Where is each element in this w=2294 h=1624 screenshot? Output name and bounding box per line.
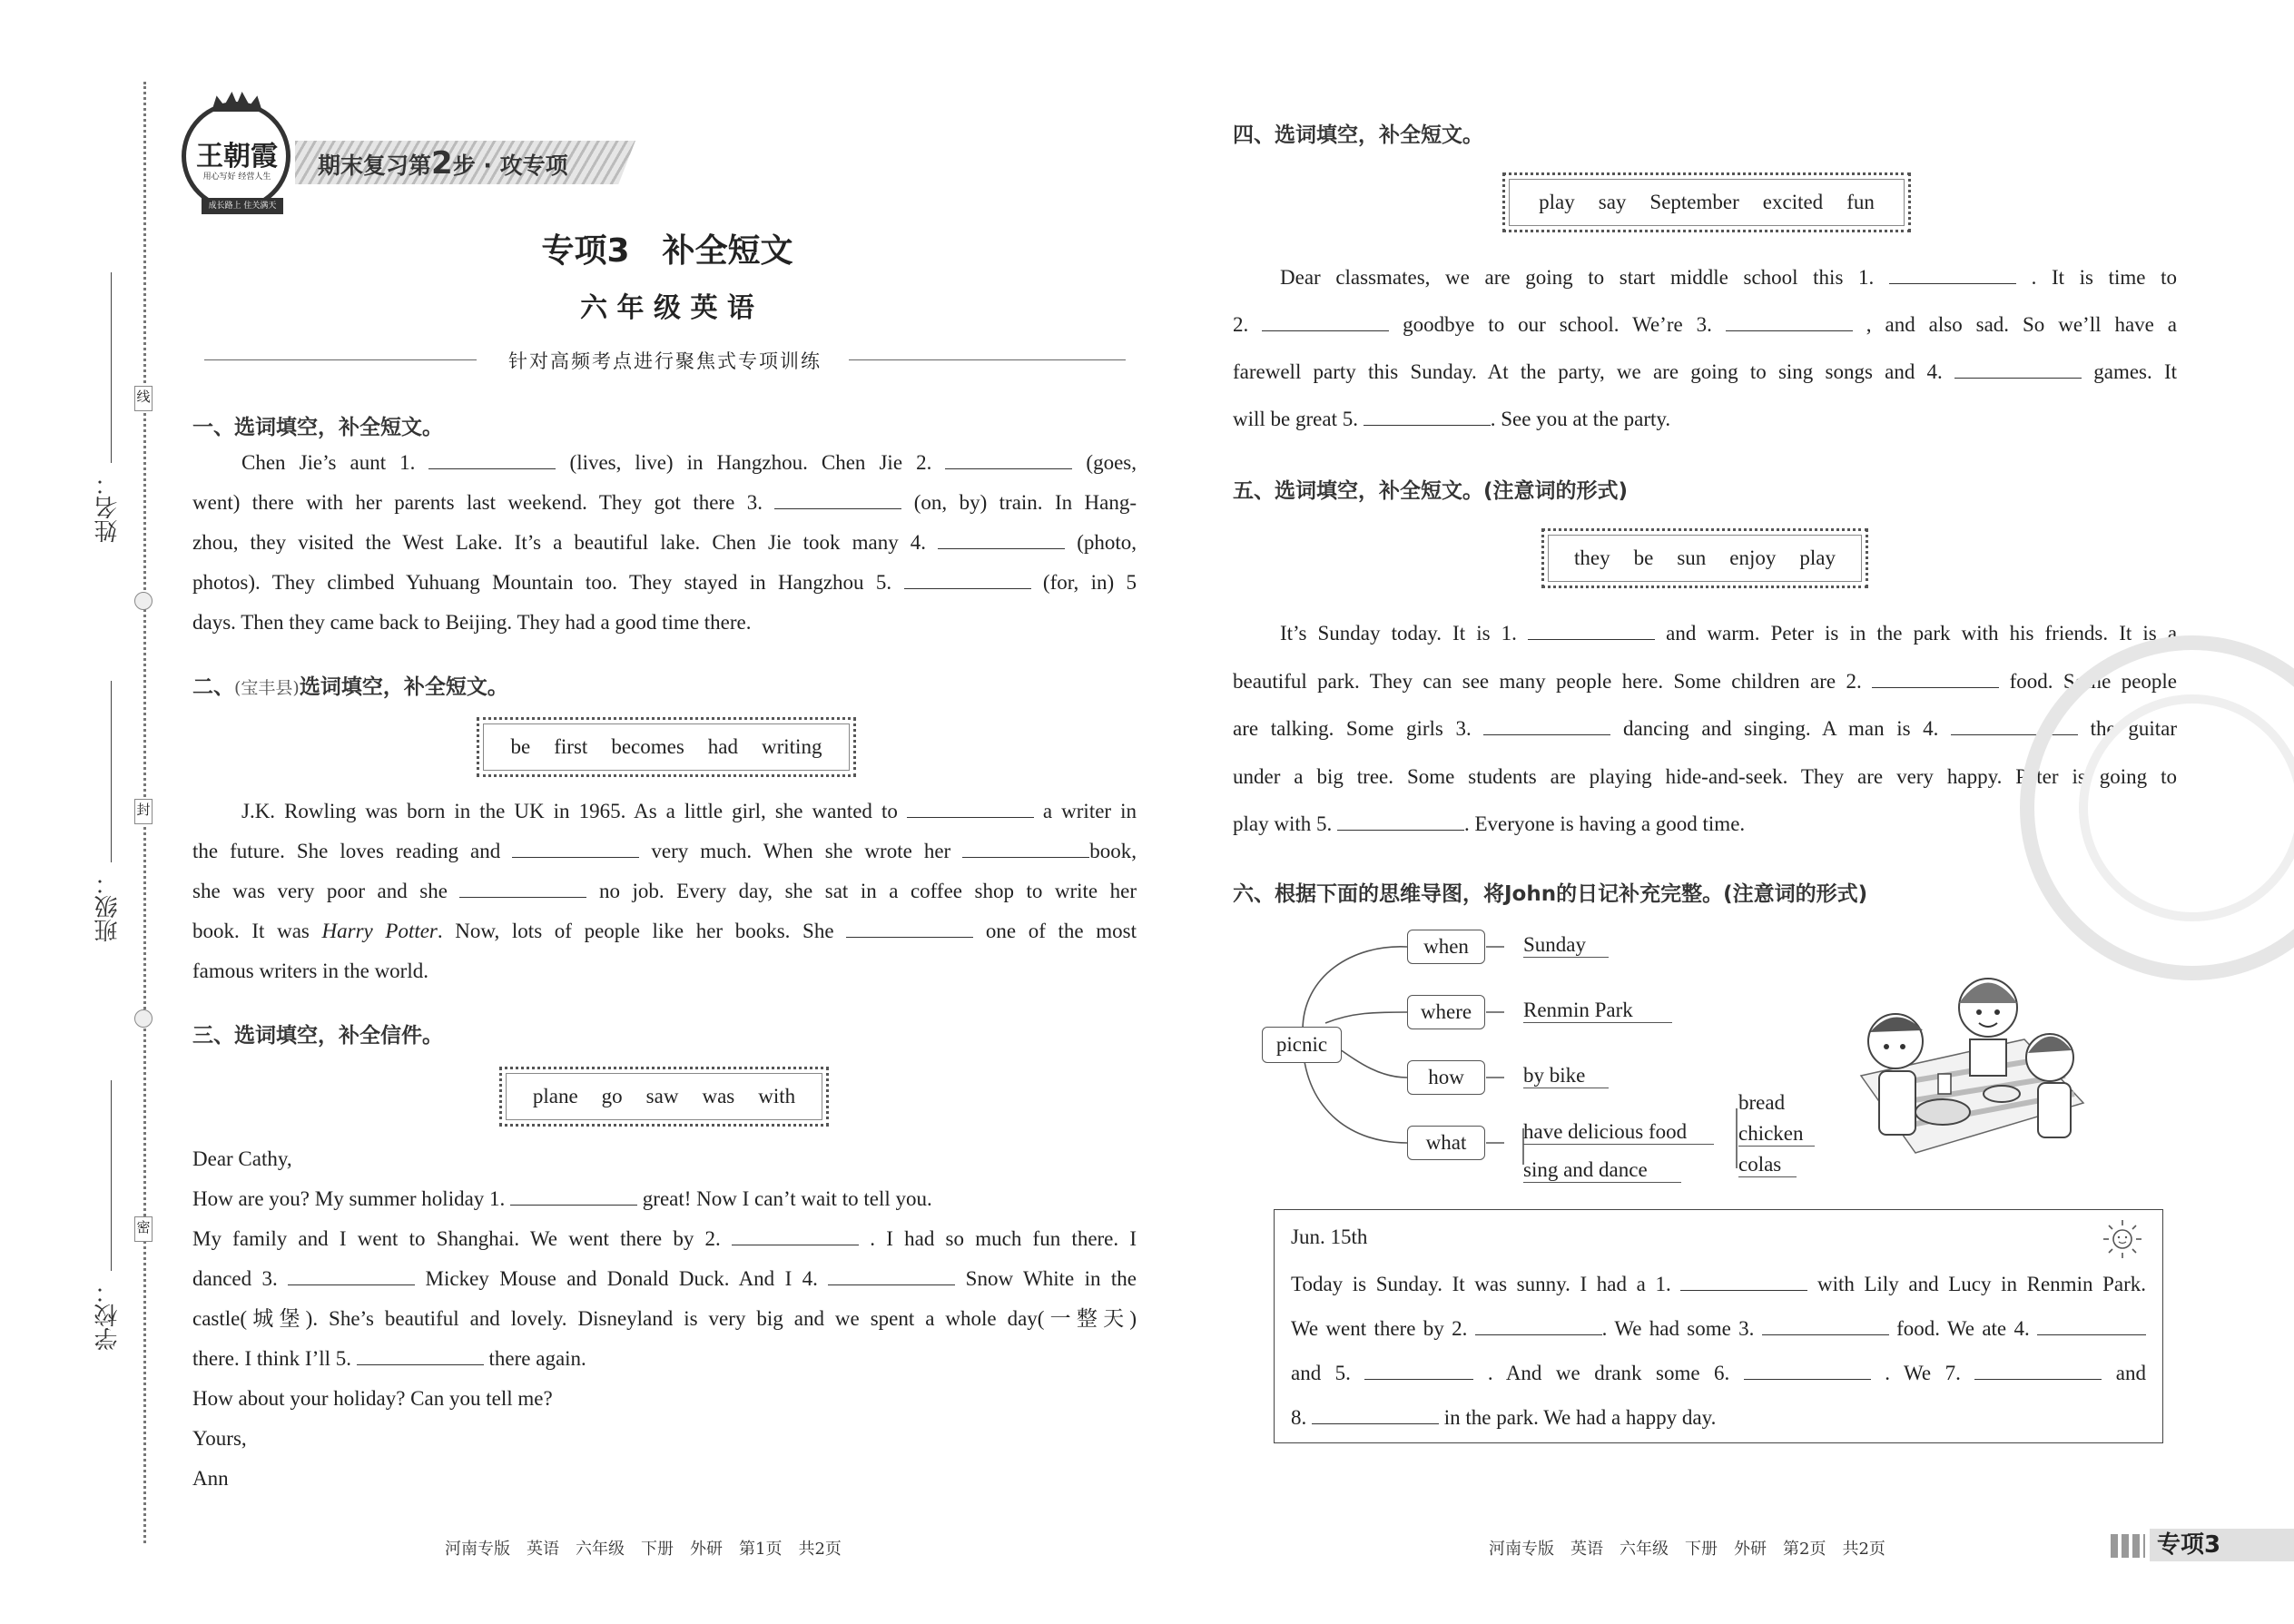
banner-suffix: 步 · 攻专项 [452, 153, 568, 179]
s3-blank-1[interactable] [510, 1185, 637, 1206]
diary-line-1: Today is Sunday. It was sunny. I had a 1. with Lily and Lucy in Renmin Park. [1291, 1262, 2146, 1306]
s1-blank-5[interactable] [904, 568, 1031, 589]
s1-line-2: went) there with her parents last weekend. They got there 3. (on, by) train. In Hang- [192, 483, 1137, 523]
page-title: 专项3 补全短文 [541, 232, 793, 270]
binding-mark-mid: 封 [134, 799, 153, 824]
logo-text: 王朝霞 [196, 141, 278, 172]
diary-line-4: 8. in the park. We had a happy day. [1291, 1395, 2146, 1440]
s2-word: be [510, 735, 531, 758]
s5-blank-1[interactable] [1528, 619, 1655, 640]
s2-word: writing [762, 735, 822, 758]
mindmap-answer-when: Sunday [1523, 933, 1609, 958]
mindmap-food-1: bread [1738, 1091, 1786, 1114]
section6-title: 六、根据下面的思维导图，将John的日记补充完整。(注意词的形式) [1233, 882, 1868, 906]
tagline-rule-left [204, 359, 477, 360]
s3-line-8: Yours, [192, 1427, 247, 1450]
name-field[interactable] [111, 272, 112, 463]
s4-word: play [1539, 191, 1575, 213]
s2-line-5: famous writers in the world. [192, 960, 428, 982]
s3-line-5: castle(城堡). She’s beautiful and lovely. Disneyland is very big and we spent a whole day(一整天) [192, 1307, 1137, 1330]
s4-word: September [1649, 191, 1739, 213]
section3-title: 三、选词填空，补全信件。 [192, 1024, 443, 1048]
s3-word: with [758, 1085, 796, 1107]
mindmap-node-what: what [1407, 1126, 1485, 1160]
banner-step: 2 [431, 145, 453, 182]
s2-word: becomes [611, 735, 684, 758]
mindmap-food-2: chicken [1738, 1122, 1815, 1147]
mindmap-answer-where: Renmin Park [1523, 999, 1672, 1023]
logo-small-text: 用心写好 经营人生 [202, 172, 271, 182]
s1-line-3: zhou, they visited the West Lake. It’s a beautiful lake. Chen Jie took many 4. (photo, [192, 523, 1137, 563]
footer-left: 河南专版 英语 六年级 下册 外研 第1页 共2页 [445, 1540, 842, 1559]
section4-title: 四、选词填空，补全短文。 [1233, 123, 1483, 147]
s5-word: sun [1677, 546, 1707, 569]
s2-title-suffix: 选词填空，补全短文。 [299, 675, 508, 699]
s1-line-5: days. Then they came back to Beijing. They had a good time there. [192, 611, 752, 634]
section3-letter [192, 1139, 1137, 1499]
s4-word: say [1598, 191, 1627, 213]
mindmap-food-3: colas [1738, 1153, 1797, 1177]
s4-blank-4[interactable] [1954, 358, 2082, 379]
s3-word: saw [645, 1085, 679, 1107]
mindmap-center-picnic: picnic [1262, 1027, 1342, 1063]
tagline: 针对高频考点进行聚焦式专项训练 [508, 350, 822, 372]
s2-line-4: book. It was Harry Potter. Now, lots of people like her books. She one of the most [192, 911, 1137, 951]
s3-line-9: Ann [192, 1467, 229, 1490]
s1-blank-1[interactable] [428, 448, 556, 469]
diary-blank-1[interactable] [1680, 1270, 1807, 1291]
section3-word-box [499, 1067, 829, 1127]
s5-line-3: are talking. Some girls 3. dancing and singing. A man is 4. the guitar [1233, 705, 2177, 753]
book-title: Harry Potter [321, 920, 438, 942]
sun-icon [2102, 1218, 2143, 1260]
s4-blank-1[interactable] [1889, 263, 2016, 284]
s1-blank-3[interactable] [774, 488, 901, 509]
s3-blank-4[interactable] [828, 1265, 955, 1285]
diary-blank-2[interactable] [1475, 1314, 1602, 1335]
s5-line-4: under a big tree. Some students are playing hide-and-seek. They are very happy. Peter is going to [1233, 764, 2177, 788]
s4-blank-2[interactable] [1262, 310, 1389, 331]
s2-line-2: the future. She loves reading and very much. When she wrote her book, [192, 832, 1137, 871]
tagline-rule-right [849, 359, 1126, 360]
s2-blank-4[interactable] [459, 877, 586, 898]
binding-hole-1 [134, 592, 153, 610]
diary-blank-5[interactable] [1364, 1359, 1473, 1380]
s4-blank-5[interactable] [1364, 405, 1491, 426]
s4-blank-3[interactable] [1726, 310, 1853, 331]
logo-crown-icon [212, 92, 262, 112]
section2-title [192, 670, 508, 700]
s3-line-2: How are you? My summer holiday 1. great! Now I can’t wait to tell you. [192, 1179, 1137, 1219]
s3-blank-3[interactable] [288, 1265, 415, 1285]
section1-title: 一、选词填空，补全短文。 [192, 416, 443, 439]
s5-line-2: beautiful park. They can see many people here. Some children are 2. food. Some people [1233, 658, 2177, 706]
s2-blank-2[interactable] [512, 837, 639, 858]
diary-blank-7[interactable] [1974, 1359, 2102, 1380]
s1-blank-2[interactable] [945, 448, 1072, 469]
school-field[interactable] [111, 1080, 112, 1271]
mindmap-what-item-2: sing and dance [1523, 1158, 1681, 1183]
s3-word: plane [532, 1085, 578, 1107]
s1-line-1: Chen Jie’s aunt 1. (lives, live) in Hangzhou. Chen Jie 2. (goes, [192, 443, 1137, 483]
section5-word-box [1541, 528, 1868, 588]
mindmap-what-item-1: have delicious food [1523, 1120, 1714, 1145]
picnic-illustration [1843, 967, 2088, 1166]
logo-ribbon: 成长路上 住关满天 [202, 198, 283, 214]
banner-text [318, 145, 568, 182]
banner-prefix: 期末复习第 [318, 153, 432, 179]
s5-line-5: play with 5. . Everyone is having a good time. [1233, 801, 2177, 849]
footer-badge: 专项3 [2150, 1529, 2294, 1561]
binding-hole-2 [134, 1009, 153, 1028]
section4-word-box [1502, 172, 1911, 232]
mindmap-node-when: when [1407, 930, 1485, 964]
class-label: 班级： [94, 871, 122, 942]
s4-line-3: farewell party this Sunday. At the party, we are going to sing songs and 4. games. It [1233, 349, 2177, 396]
section2-passage [192, 792, 1137, 991]
diary-blank-8[interactable] [1312, 1403, 1439, 1424]
s2-title-prefix: 二、 [192, 675, 234, 699]
s5-blank-2[interactable] [1872, 667, 1999, 688]
binding-mark-bottom: 密 [134, 1216, 153, 1242]
footer-badge-pattern [2111, 1534, 2145, 1558]
s2-line-1: J.K. Rowling was born in the UK in 1965. As a little girl, she wanted to a writer in [192, 792, 1137, 832]
s1-blank-4[interactable] [938, 528, 1065, 549]
s3-line-3: My family and I went to Shanghai. We went there by 2. . I had so much fun there. I [192, 1219, 1137, 1259]
diary-blank-3[interactable] [1762, 1314, 1889, 1335]
s2-line-3: she was very poor and she no job. Every day, she sat in a coffee shop to write her [192, 871, 1137, 911]
s3-word: go [601, 1085, 623, 1107]
s5-line-1: It’s Sunday today. It is 1. and warm. Peter is in the park with his friends. It is a [1233, 610, 2177, 658]
s3-line-7: How about your holiday? Can you tell me? [192, 1387, 553, 1410]
page-subtitle: 六 年 级 英 语 [580, 292, 754, 324]
section5-title: 五、选词填空，补全短文。(注意词的形式) [1233, 479, 1629, 503]
mindmap-node-where: where [1407, 995, 1485, 1029]
logo-seal [182, 102, 290, 211]
s5-word: be [1633, 546, 1654, 569]
s3-blank-2[interactable] [732, 1225, 859, 1245]
s5-word: enjoy [1729, 546, 1777, 569]
footer-right: 河南专版 英语 六年级 下册 外研 第2页 共2页 [1489, 1540, 1885, 1559]
s3-word: was [702, 1085, 735, 1107]
s2-blank-5[interactable] [846, 917, 973, 938]
s4-word: excited [1762, 191, 1824, 213]
s3-line-4: danced 3. Mickey Mouse and Donald Duck. And I 4. Snow White in the [192, 1259, 1137, 1299]
s4-line-1: Dear classmates, we are going to start middle school this 1. . It is time to [1233, 254, 2177, 301]
section2-word-box [477, 717, 856, 777]
s2-word: had [707, 735, 738, 758]
section1-passage [192, 443, 1137, 643]
s5-blank-3[interactable] [1483, 714, 1610, 735]
s2-title-region: (宝丰县) [234, 678, 300, 698]
s5-blank-5[interactable] [1337, 810, 1464, 831]
mindmap-node-how: how [1407, 1060, 1485, 1095]
s3-line-6: there. I think I’ll 5. there again. [192, 1339, 1137, 1379]
binding-mark-top: 线 [134, 386, 153, 411]
s3-blank-5[interactable] [357, 1344, 484, 1365]
s5-word: play [1799, 546, 1836, 569]
diary-line-3: and 5. . And we drank some 6. . We 7. and [1291, 1351, 2146, 1395]
s4-word: fun [1846, 191, 1875, 213]
section4-passage [1233, 254, 2177, 443]
watermark-inner [2079, 694, 2294, 921]
s3-line-1: Dear Cathy, [192, 1147, 292, 1170]
diary-date: Jun. 15th [1291, 1225, 1368, 1248]
s2-word: first [554, 735, 588, 758]
diary-blank-4[interactable] [2037, 1314, 2146, 1335]
diary-text [1291, 1262, 2146, 1440]
s4-line-4: will be great 5. . See you at the party. [1233, 396, 2177, 443]
s2-blank-1[interactable] [907, 797, 1034, 818]
diary-line-2: We went there by 2. . We had some 3. food. We ate 4. [1291, 1306, 2146, 1351]
mindmap-curve-where [1325, 1012, 1407, 1023]
mindmap-curve-when [1303, 947, 1407, 1030]
s5-word: they [1574, 546, 1610, 569]
s2-blank-3[interactable] [962, 837, 1089, 858]
school-label: 学校： [94, 1280, 122, 1351]
mindmap-answer-how: by bike [1523, 1064, 1609, 1088]
diary-blank-6[interactable] [1744, 1359, 1871, 1380]
s4-line-2: 2. goodbye to our school. We’re 3. , and also sad. So we’ll have a [1233, 301, 2177, 349]
s1-line-4: photos). They climbed Yuhuang Mountain too. They stayed in Hangzhou 5. (for, in) 5 [192, 563, 1137, 603]
class-field[interactable] [111, 681, 112, 862]
name-label: 姓名： [94, 472, 122, 543]
